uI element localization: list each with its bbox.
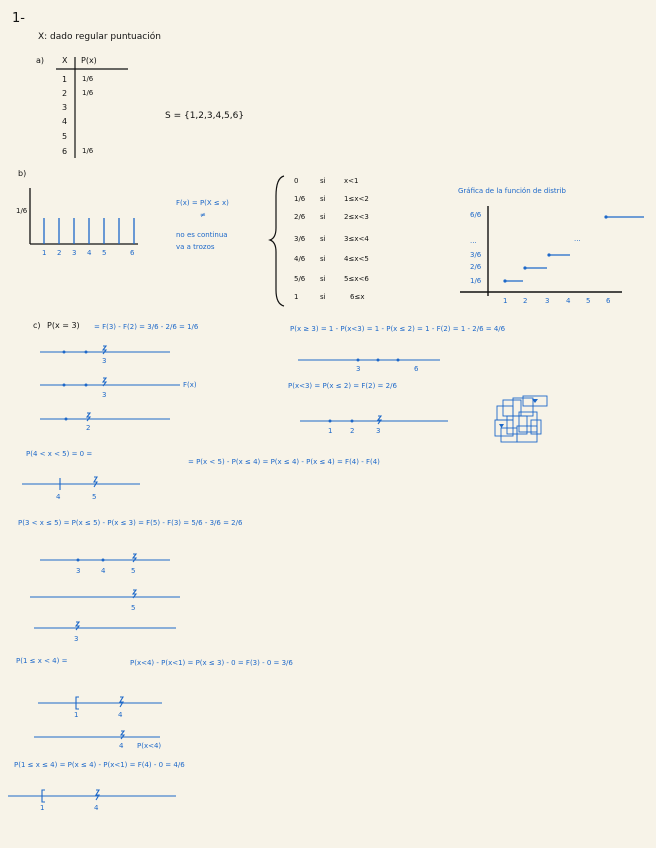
cdf-x-label: 4 bbox=[566, 297, 571, 305]
equation: P(1 ≤ x ≤ 4) = P(x ≤ 4) - P(x<1) = F(4) - 0 = 4/6 bbox=[14, 761, 185, 769]
cdf-y-label: 3/6 bbox=[470, 251, 482, 259]
cdf-graph-dots: ... bbox=[574, 235, 581, 243]
part-a-label: a) bbox=[36, 56, 45, 65]
cdf-si: si bbox=[320, 255, 326, 263]
fx-label: F(x) bbox=[183, 381, 197, 389]
cdf-condition: 6≤x bbox=[350, 293, 365, 301]
cdf-condition: 2≤x<3 bbox=[344, 213, 369, 221]
numberline-label: 3 bbox=[376, 427, 381, 435]
p-value: 1/6 bbox=[82, 89, 94, 97]
cdf-graph-title: Gráfica de la función de distrib bbox=[458, 187, 566, 195]
sample-space: S = {1,2,3,4,5,6} bbox=[165, 111, 245, 121]
exercise-number: 1- bbox=[12, 11, 25, 26]
cdf-value: 4/6 bbox=[294, 255, 306, 263]
cdf-value: 2/6 bbox=[294, 213, 306, 221]
cdf-x-label: 2 bbox=[523, 297, 528, 305]
equation: P(x<3) = P(x ≤ 2) = F(2) = 2/6 bbox=[288, 382, 397, 390]
cdf-note: va a trozos bbox=[176, 243, 215, 251]
cdf-y-label: 2/6 bbox=[470, 263, 482, 271]
numberline-label: 1 bbox=[40, 804, 45, 812]
pmf-x-label: 6 bbox=[130, 249, 135, 257]
numberline-note: P(x<4) bbox=[137, 742, 162, 750]
equation: = P(x < 5) - P(x ≤ 4) = P(x ≤ 4) - P(x ≤ 4) = F(4) - F(4) bbox=[188, 458, 380, 466]
numberline-label: 5 bbox=[131, 567, 136, 575]
pmf-x-label: 5 bbox=[102, 249, 107, 257]
x-value: 4 bbox=[62, 117, 68, 126]
cdf-si: si bbox=[320, 213, 326, 221]
cdf-condition: 5≤x<6 bbox=[344, 275, 369, 283]
numberline-label: 3 bbox=[356, 365, 361, 373]
cdf-value: 3/6 bbox=[294, 235, 306, 243]
x-value: 6 bbox=[62, 147, 68, 156]
table-header-x: X bbox=[62, 56, 68, 65]
numberline-label: 3 bbox=[74, 635, 79, 643]
numberline-label: 3 bbox=[76, 567, 81, 575]
numberline-label: 4 bbox=[101, 567, 106, 575]
equation: P(1 ≤ x < 4) = bbox=[16, 657, 68, 665]
cdf-value: 1 bbox=[294, 293, 299, 301]
cdf-definition: F(x) = P(X ≤ x) bbox=[176, 199, 229, 207]
table-header-p: P(x) bbox=[81, 56, 97, 65]
cdf-value: 0 bbox=[294, 177, 299, 185]
cdf-x-label: 3 bbox=[545, 297, 550, 305]
part-c-label: c) bbox=[33, 321, 41, 330]
numberline-label: 1 bbox=[74, 711, 79, 719]
cdf-si: si bbox=[320, 235, 326, 243]
equation: P(x<4) - P(x<1) = P(x ≤ 3) - 0 = F(3) - 0 = 3/6 bbox=[130, 659, 293, 667]
p-value: 1/6 bbox=[82, 75, 94, 83]
numberline-label: 4 bbox=[118, 711, 123, 719]
numberline-label: 3 bbox=[102, 391, 107, 399]
x-value: 1 bbox=[62, 75, 68, 84]
equation: P(4 < x < 5) = 0 = bbox=[26, 450, 93, 458]
cdf-x-label: 5 bbox=[586, 297, 591, 305]
pmf-x-label: 4 bbox=[87, 249, 92, 257]
numberline-label: 5 bbox=[131, 604, 136, 612]
part-b-label: b) bbox=[18, 169, 27, 178]
cdf-si: si bbox=[320, 177, 326, 185]
numberline-label: 4 bbox=[119, 742, 124, 750]
x-value: 2 bbox=[62, 89, 68, 98]
x-value: 3 bbox=[62, 103, 68, 112]
numberline-label: 2 bbox=[350, 427, 355, 435]
cdf-note: no es continua bbox=[176, 231, 228, 239]
cdf-y-label: 1/6 bbox=[470, 277, 482, 285]
cdf-condition: x<1 bbox=[344, 177, 359, 185]
pmf-x-label: 2 bbox=[57, 249, 62, 257]
cdf-value: 1/6 bbox=[294, 195, 306, 203]
x-value: 5 bbox=[62, 132, 68, 141]
scribble-drawing bbox=[493, 396, 553, 446]
numberline-label: 4 bbox=[56, 493, 61, 501]
pmf-x-label: 1 bbox=[42, 249, 47, 257]
cdf-x-label: 1 bbox=[503, 297, 508, 305]
cdf-si: si bbox=[320, 275, 326, 283]
variable-definition: X: dado regular puntuación bbox=[38, 32, 161, 42]
equation: P(x = 3) bbox=[47, 321, 80, 330]
cdf-neq: ≠ bbox=[200, 211, 206, 219]
numberline-label: 1 bbox=[328, 427, 333, 435]
cdf-value: 5/6 bbox=[294, 275, 306, 283]
equation: P(x ≥ 3) = 1 - P(x<3) = 1 - P(x ≤ 2) = 1 - F(2) = 1 - 2/6 = 4/6 bbox=[290, 325, 506, 333]
cdf-condition: 3≤x<4 bbox=[344, 235, 369, 243]
cdf-y-label: ... bbox=[470, 237, 477, 245]
cdf-y-label: 6/6 bbox=[470, 211, 482, 219]
pmf-x-label: 3 bbox=[72, 249, 77, 257]
cdf-x-label: 6 bbox=[606, 297, 611, 305]
numberline-label: 6 bbox=[414, 365, 419, 373]
numberline-label: 5 bbox=[92, 493, 97, 501]
cdf-si: si bbox=[320, 195, 326, 203]
numberline-label: 3 bbox=[102, 357, 107, 365]
equation: = F(3) - F(2) = 3/6 - 2/6 = 1/6 bbox=[94, 323, 199, 331]
equation: P(3 < x ≤ 5) = P(x ≤ 5) - P(x ≤ 3) = F(5) - F(3) = 5/6 - 3/6 = 2/6 bbox=[18, 519, 243, 527]
cdf-condition: 1≤x<2 bbox=[344, 195, 369, 203]
pmf-y-label: 1/6 bbox=[16, 207, 28, 215]
numberline-label: 2 bbox=[86, 424, 91, 432]
cdf-condition: 4≤x<5 bbox=[344, 255, 369, 263]
cdf-si: si bbox=[320, 293, 326, 301]
p-value: 1/6 bbox=[82, 147, 94, 155]
numberline-label: 4 bbox=[94, 804, 99, 812]
